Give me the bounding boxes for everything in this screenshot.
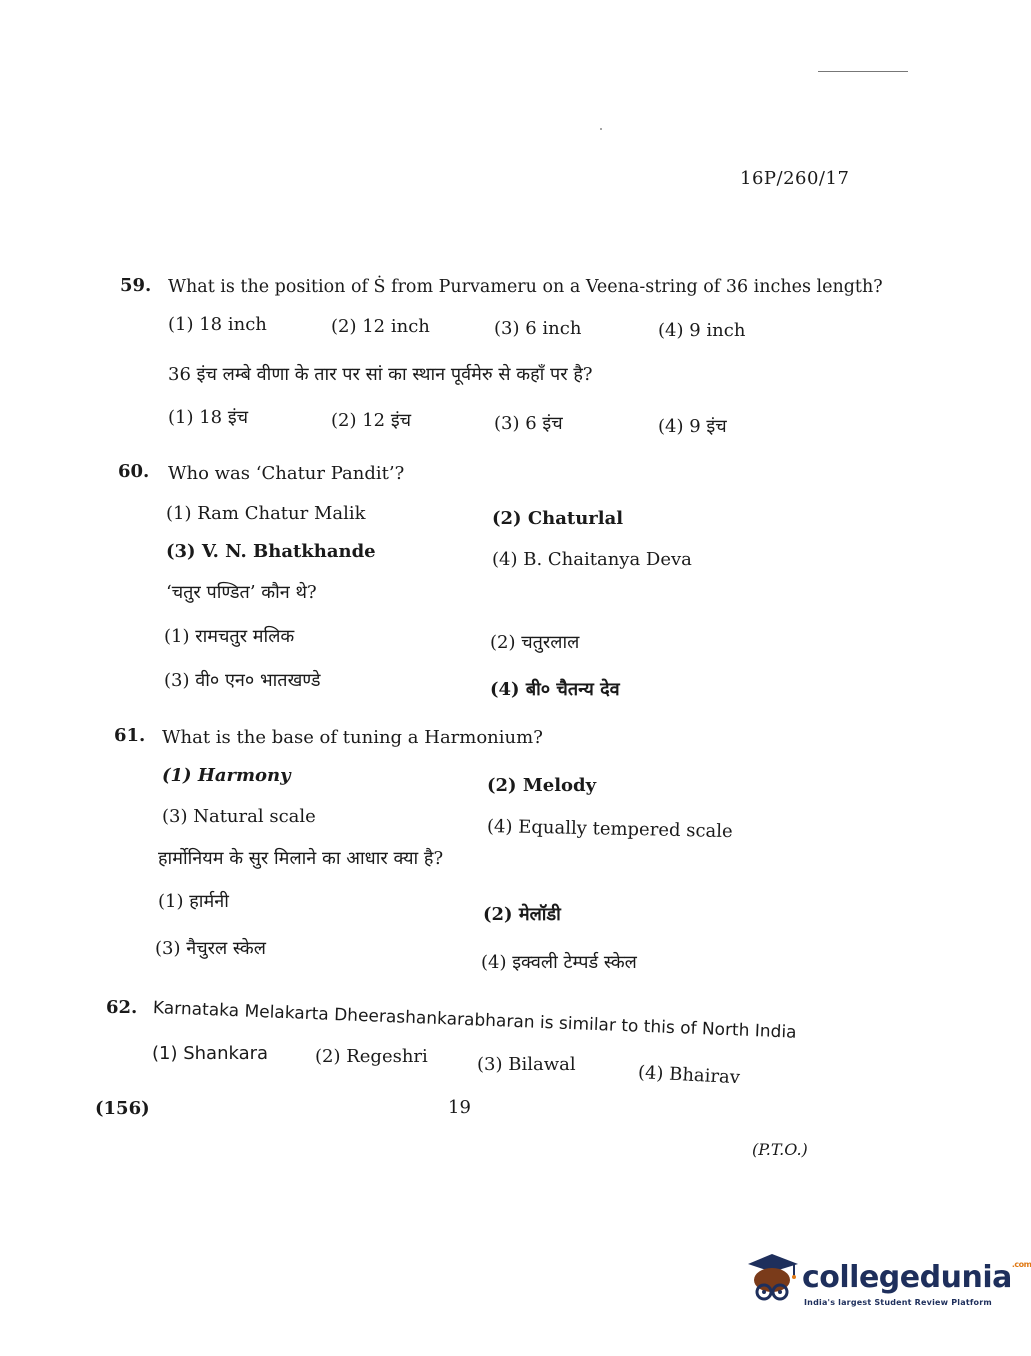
option-3: (3) 6 inch [494, 318, 582, 339]
watermark-logo [742, 1250, 1031, 1320]
question-text: What is the position of Ṡ from Purvameru on a Veena-string of 36 inches length? [168, 277, 883, 297]
option-2-hindi: (2) मेलॉडी [483, 904, 561, 925]
question-number: 60. [118, 461, 150, 482]
question-text: Who was ‘Chatur Pandit’? [168, 463, 405, 484]
scan-speck [600, 128, 602, 130]
option-3: (3) Bilawal [477, 1054, 576, 1075]
option-1: (1) Shankara [152, 1043, 269, 1064]
option-2: (2) Melody [487, 775, 597, 796]
option-3-hindi: (3) नैचुरल स्केल [155, 938, 266, 959]
option-4-hindi: (4) 9 इंच [658, 416, 727, 437]
option-4: (4) Equally tempered scale [486, 816, 733, 843]
option-3-hindi: (3) 6 इंच [494, 413, 563, 434]
option-4: (4) 9 inch [658, 320, 746, 341]
option-3: (3) V. N. Bhatkhande [166, 541, 376, 562]
option-1-hindi: (1) रामचतुर मलिक [164, 626, 295, 647]
question-number: 59. [120, 275, 152, 296]
option-4: (4) Bhairav [637, 1062, 741, 1089]
option-1-hindi: (1) हार्मनी [158, 891, 229, 912]
page-number: 19 [448, 1097, 471, 1118]
option-1: (1) 18 inch [168, 314, 267, 335]
option-1: (1) Harmony [162, 765, 291, 786]
pto-label: (P.T.O.) [752, 1140, 808, 1159]
paper-code: 16P/260/17 [740, 168, 850, 189]
option-2-hindi: (2) चतुरलाल [490, 632, 580, 653]
question-number: 62. [106, 997, 138, 1018]
brand-name: collegedunia$^{.com}$ [802, 1260, 1031, 1295]
option-4: (4) B. Chaitanya Deva [492, 549, 692, 570]
option-1: (1) Ram Chatur Malik [166, 503, 366, 524]
question-text-hindi: हार्मोनियम के सुर मिलाने का आधार क्या है? [158, 848, 444, 869]
question-text-hindi: ‘चतुर पण्डित’ कौन थे? [166, 582, 317, 603]
question-text-hindi: 36 इंच लम्बे वीणा के तार पर सां का स्थान पूर्वमेरु से कहाँ पर है? [168, 364, 593, 385]
option-4-hindi: (4) बी० चैतन्य देव [490, 679, 620, 700]
top-rule [818, 71, 908, 72]
option-2: (2) 12 inch [331, 316, 430, 337]
mascot-icon [742, 1250, 804, 1310]
option-2-hindi: (2) 12 इंच [331, 410, 412, 431]
option-2: (2) Chaturlal [492, 508, 624, 529]
option-4-hindi: (4) इक्वली टेम्पर्ड स्केल [481, 952, 637, 973]
question-text: Karnataka Melakarta Dheerashankarabharan is similar to this of North India [152, 998, 797, 1043]
booklet-code: (156) [95, 1098, 150, 1119]
option-3-hindi: (3) वी० एन० भातखण्डे [164, 670, 321, 691]
question-number: 61. [114, 725, 146, 746]
option-2: (2) Regeshri [315, 1046, 428, 1067]
option-1-hindi: (1) 18 इंच [168, 407, 249, 428]
question-text: What is the base of tuning a Harmonium? [162, 727, 543, 748]
brand-tagline: India's largest Student Review Platform [804, 1298, 992, 1307]
option-3: (3) Natural scale [162, 806, 316, 827]
